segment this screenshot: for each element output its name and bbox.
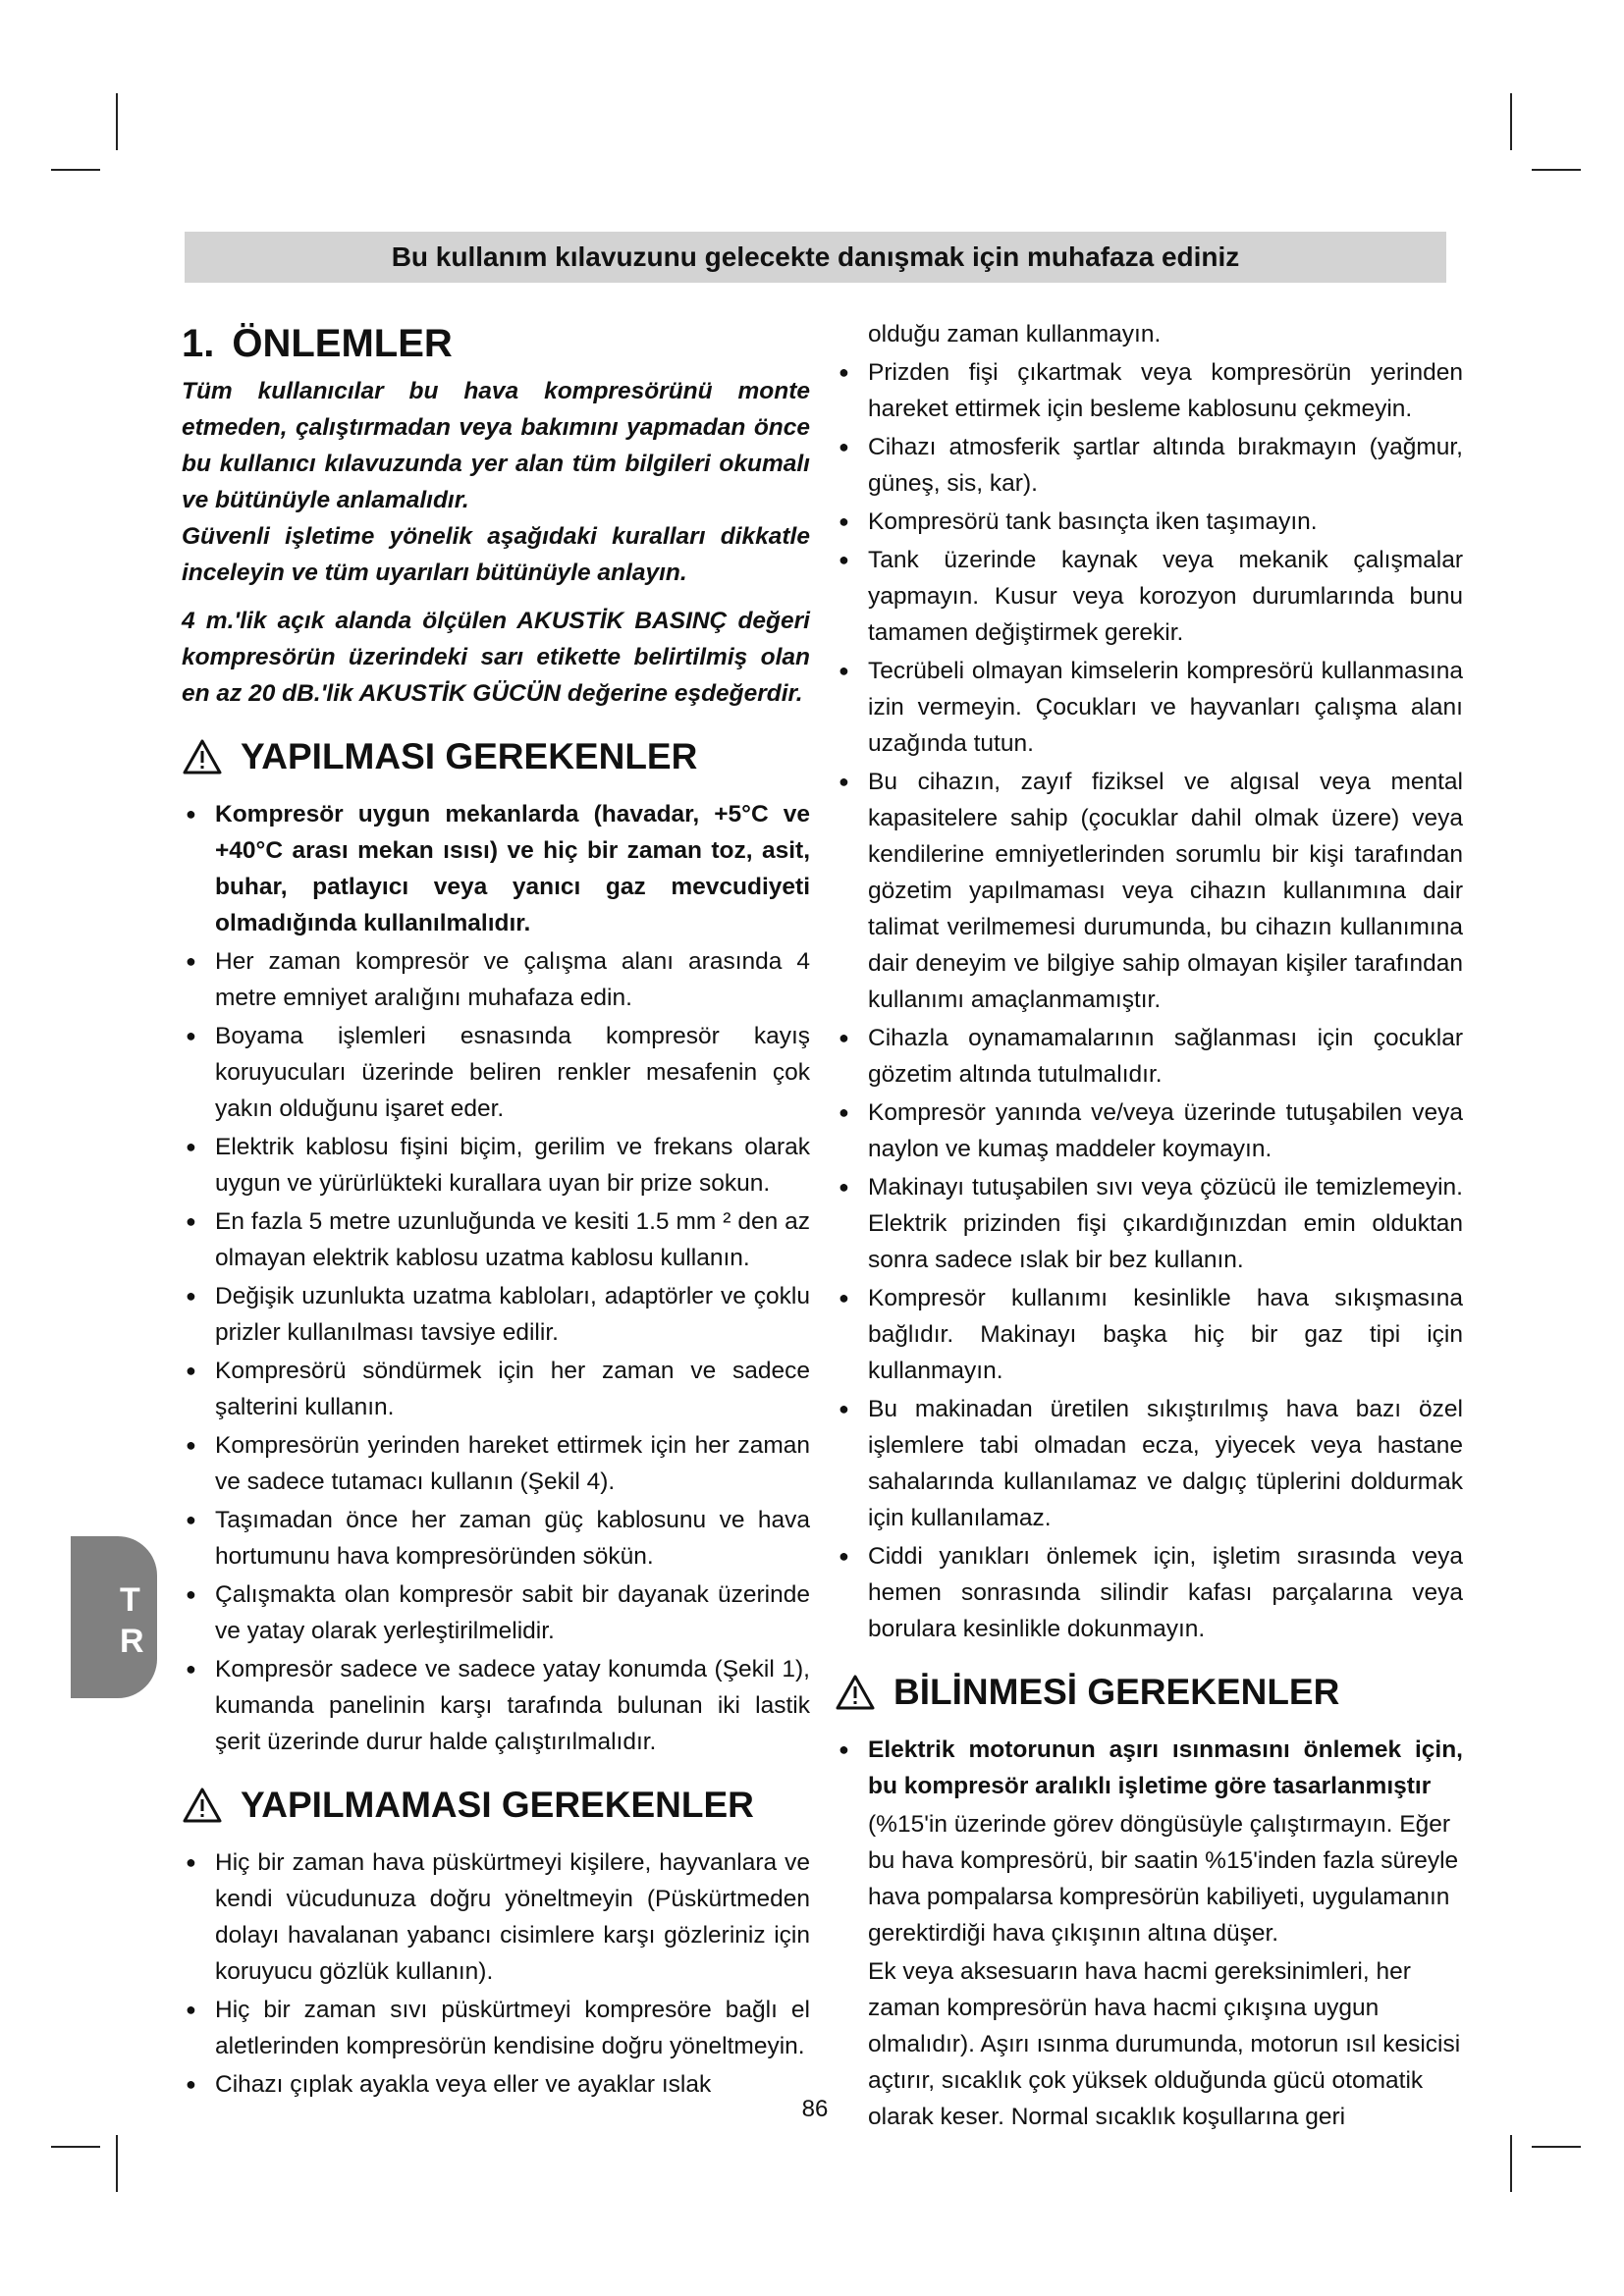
language-tab <box>71 1536 157 1698</box>
list-item: ● Kompresörü tank basınçta iken taşımayın. <box>835 504 1463 540</box>
crop-mark <box>116 2135 118 2192</box>
know-list <box>835 1732 1463 1804</box>
list-item: ● Tecrübeli olmayan kimselerin kompresörü kullanmasına izin vermeyin. Çocukları ve hayvanları çalışma alanı uzağında tutun. <box>835 653 1463 762</box>
list-item: ● Tank üzerinde kaynak veya mekanik çalışmalar yapmayın. Kusur veya korozyon durumlarında bunu tamamen değiştirmek gerekir. <box>835 542 1463 651</box>
donts-list <box>182 1844 810 2103</box>
acoustic-note: 4 m.'lik açık alanda ölçülen AKUSTİK BASINÇ değeri kompresörün üzerindeki sarı etikette belirtilmiş olan en az 20 dB.'lik AKUSTİK GÜCÜN değerine eşdeğerdir. <box>182 608 810 707</box>
crop-mark <box>1510 93 1512 150</box>
intro-paragraph: Güvenli işletime yönelik aşağıdaki kuralları dikkatle inceleyin ve tüm uyarıları bütünüyle anlayın. <box>182 523 810 586</box>
list-item: ● En fazla 5 metre uzunluğunda ve kesiti 1.5 mm ² den az olmayan elektrik kablosu uzatma kablosu kullanın. <box>182 1203 810 1276</box>
dos-heading <box>182 731 810 782</box>
list-item: ● Kompresörü söndürmek için her zaman ve sadece şalterini kullanın. <box>182 1353 810 1425</box>
list-item: ● Taşımadan önce her zaman güç kablosunu ve hava hortumunu hava kompresöründen sökün. <box>182 1502 810 1575</box>
list-item: ● Kompresör yanında ve/veya üzerinde tutuşabilen veya naylon ve kumaş maddeler koymayın. <box>835 1095 1463 1167</box>
crop-mark <box>51 2146 100 2148</box>
warning-icon <box>182 1787 223 1824</box>
list-item: ● Kompresör uygun mekanlarda (havadar, +5°C ve +40°C arası mekan ısısı) ve hiç bir zaman toz, asit, buhar, patlayıcı veya yanıcı gaz mevcudiyeti olmadığında kullanılmalıdır. <box>182 796 810 941</box>
list-item: ● Cihazı atmosferik şartlar altında bırakmayın (yağmur, güneş, sis, kar). <box>835 429 1463 502</box>
section-heading-precautions <box>182 316 810 371</box>
know-paragraph: Ek veya aksesuarın hava hacmi gereksinimleri, her zaman kompresörün hava hacmi çıkışına uygun olmalıdır). Aşırı ısınma durumunda, motorun ısıl kesicisi açtırır, sıcaklık çok yüksek olduğunda gücü otomatik olarak keser. Normal sıcaklık koşullarına geri <box>868 1958 1461 2130</box>
dos-list <box>182 796 810 1760</box>
list-item: ● Makinayı tutuşabilen sıvı veya çözücü ile temizlemeyin. Elektrik prizinden fişi çıkardığınızdan emin olduktan sonra sadece ıslak bir bez kullanın. <box>835 1169 1463 1278</box>
list-item-continuation: olduğu zaman kullanmayın. <box>868 321 1162 347</box>
crop-mark <box>116 93 118 150</box>
left-column <box>182 316 810 2105</box>
header-banner: Bu kullanım kılavuzunu gelecekte danışmak için muhafaza ediniz <box>185 232 1446 283</box>
list-item: ● Çalışmakta olan kompresör sabit bir dayanak üzerinde ve yatay olarak yerleştirilmelidir. <box>182 1576 810 1649</box>
section-title: ÖNLEMLER <box>232 322 453 365</box>
list-item: ● Kompresörün yerinden hareket ettirmek için her zaman ve sadece tutamacı kullanın (Şekil 4). <box>182 1427 810 1500</box>
crop-mark <box>51 169 100 171</box>
list-item: ● Cihazı çıplak ayakla veya eller ve ayaklar ıslak <box>182 2066 810 2103</box>
language-tab-letter: R <box>120 1623 144 1660</box>
list-item: ● Değişik uzunlukta uzatma kabloları, adaptörler ve çoklu prizler kullanılması tavsiye edilir. <box>182 1278 810 1351</box>
list-item: ● Kompresör kullanımı kesinlikle hava sıkışmasına bağlıdır. Makinayı başka hiç bir gaz tipi için kullanmayın. <box>835 1280 1463 1389</box>
list-item: ● Her zaman kompresör ve çalışma alanı arasında 4 metre emniyet aralığını muhafaza edin. <box>182 943 810 1016</box>
warning-icon <box>835 1674 876 1711</box>
right-column <box>835 316 1463 2137</box>
know-heading <box>835 1667 1463 1718</box>
list-item: ● Elektrik kablosu fişini biçim, gerilim ve frekans olarak uygun ve yürürlükteki kurallara uyan bir prize sokun. <box>182 1129 810 1201</box>
list-item: ● Hiç bir zaman hava püskürtmeyi kişilere, hayvanlara ve kendi vücudunuza doğru yöneltmeyin (Püskürtmeden dolayı havalanan yabancı cisimlere karşı gözleriniz için koruyucu gözlük kullanın). <box>182 1844 810 1990</box>
know-paragraph: (%15'in üzerinde görev döngüsüyle çalıştırmayın. Eğer bu hava kompresörü, bir saatin %15'inden fazla süreyle hava pompalarsa kompresörün kabiliyeti, uygulamanın gerektirdiği hava çıkışının altına düşer. <box>868 1811 1459 1947</box>
crop-mark <box>1532 2146 1581 2148</box>
donts-list-continued <box>835 354 1463 1647</box>
list-item: ● Hiç bir zaman sıvı püskürtmeyi kompresöre bağlı el aletlerinden kompresörün kendisine doğru yöneltmeyin. <box>182 1992 810 2064</box>
list-item: ● Cihazla oynamamalarının sağlanması için çocuklar gözetim altında tutulmalıdır. <box>835 1020 1463 1093</box>
list-item: ● Prizden fişi çıkartmak veya kompresörün yerinden hareket ettirmek için besleme kablosunu çekmeyin. <box>835 354 1463 427</box>
warning-icon <box>182 738 223 775</box>
page-number: 86 <box>801 2096 829 2122</box>
section-number: 1. <box>182 322 215 365</box>
crop-mark <box>1532 169 1581 171</box>
donts-title: YAPILMAMASI GEREKENLER <box>241 1785 754 1825</box>
list-item: ● Bu makinadan üretilen sıkıştırılmış hava bazı özel işlemlere tabi olmadan ecza, yiyecek veya hastane sahalarında kullanılamaz ve dalgıç tüplerini doldurmak için kullanılamaz. <box>835 1391 1463 1536</box>
dos-title: YAPILMASI GEREKENLER <box>241 736 698 776</box>
list-item: ● Elektrik motorunun aşırı ısınmasını önlemek için, bu kompresör aralıklı işletime göre tasarlanmıştır <box>835 1732 1463 1804</box>
language-tab-letter: T <box>120 1581 140 1619</box>
crop-mark <box>1510 2135 1512 2192</box>
list-item: ● Ciddi yanıkları önlemek için, işletim sırasında veya hemen sonrasında silindir kafası parçalarına veya borulara kesinlikle dokunmayın. <box>835 1538 1463 1647</box>
intro-paragraph: Tüm kullanıcılar bu hava kompresörünü monte etmeden, çalıştırmadan veya bakımını yapmadan önce bu kullanıcı kılavuzunda yer alan tüm bilgileri okumalı ve bütünüyle anlamalıdır. <box>182 378 810 513</box>
know-title: BİLİNMESİ GEREKENLER <box>893 1672 1340 1712</box>
donts-heading <box>182 1780 810 1831</box>
list-item: ● Bu cihazın, zayıf fiziksel ve algısal veya mental kapasitelere sahip (çocuklar dahil olmak üzere) veya kendilerine emniyetlerinden sorumlu bir kişi tarafından gözetim yapılmaması veya cihazın kullanımına dair talimat verilmemesi durumunda, bu cihazın kullanımına dair deneyim ve bilgiye sahip olmayan kişiler tarafından kullanımı amaçlanmamıştır. <box>835 764 1463 1018</box>
list-item: ● Kompresör sadece ve sadece yatay konumda (Şekil 1), kumanda panelinin karşı tarafında bulunan iki lastik şerit üzerinde durur halde çalıştırılmalıdır. <box>182 1651 810 1760</box>
list-item: ● Boyama işlemleri esnasında kompresör kayış koruyucuları üzerinde beliren renkler mesafenin çok yakın olduğunu işaret eder. <box>182 1018 810 1127</box>
